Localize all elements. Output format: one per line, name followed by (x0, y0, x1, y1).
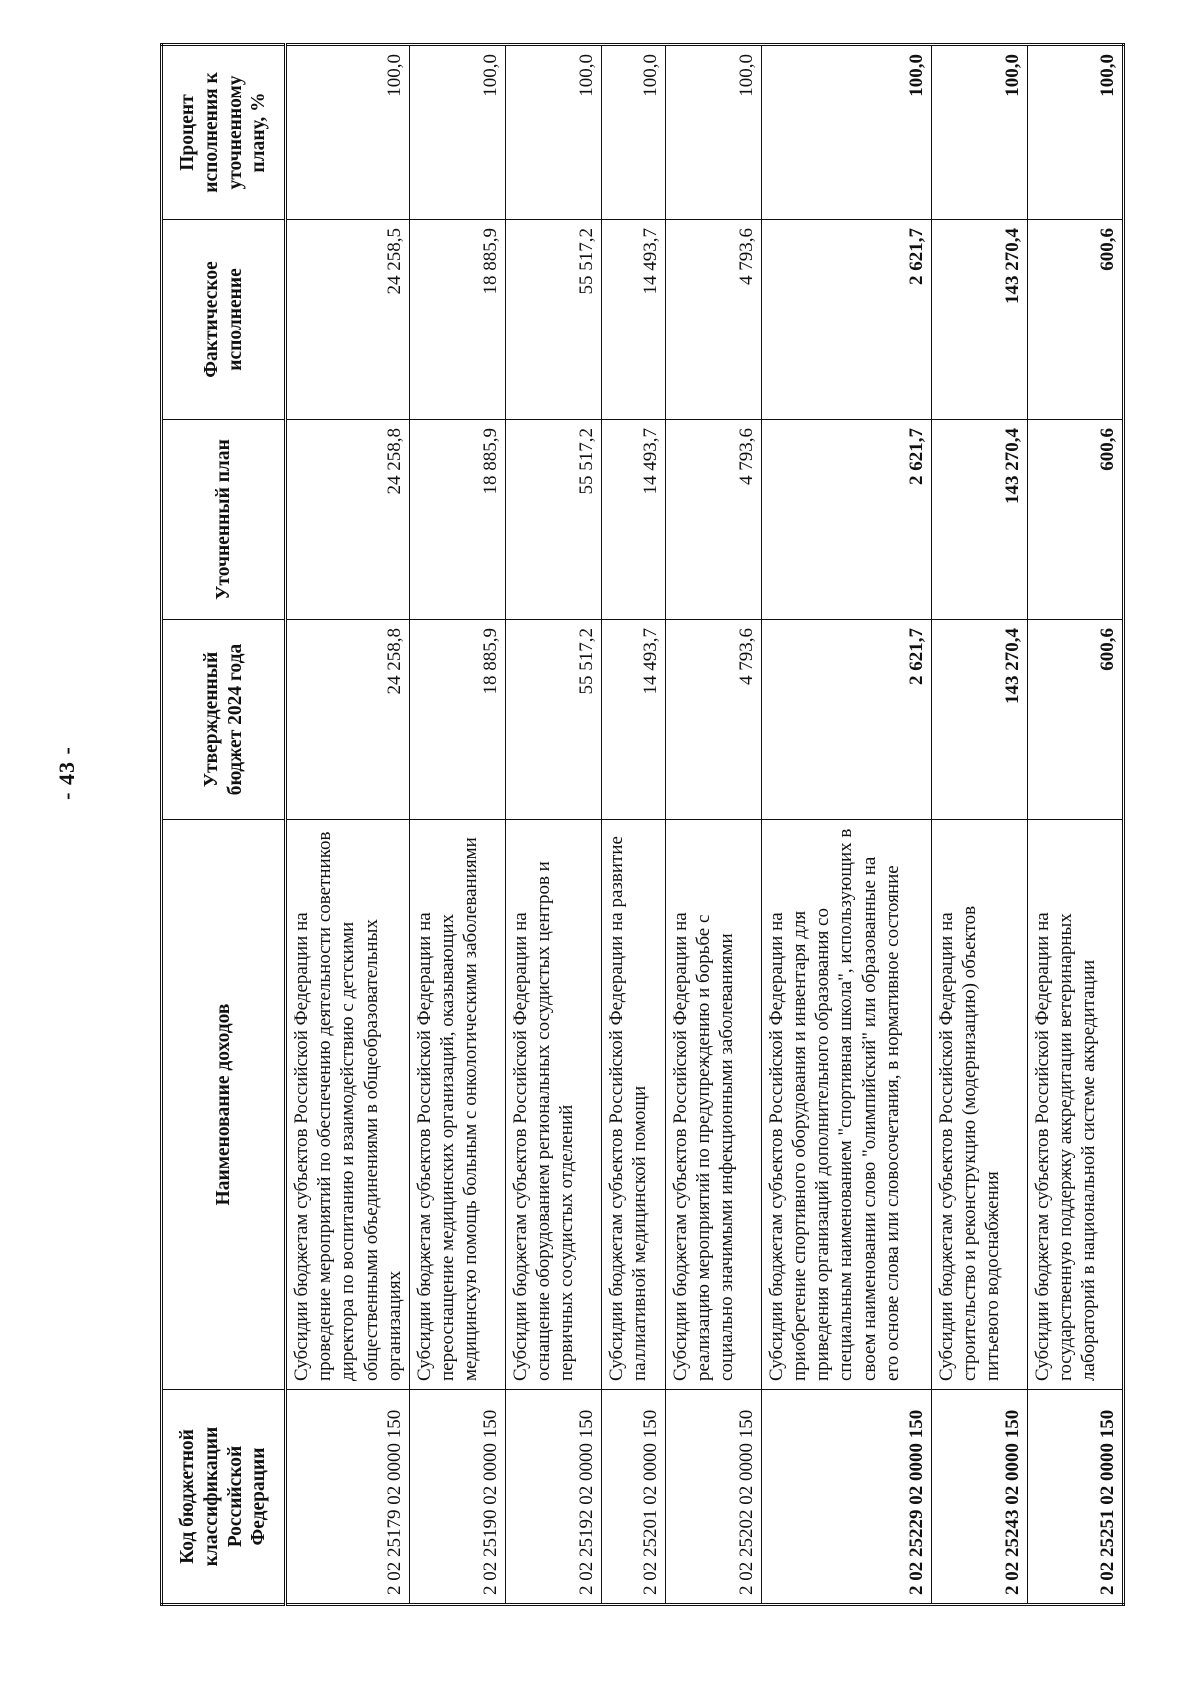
cell-approved: 2 621,7 (761, 620, 931, 820)
header-revised: Уточненный план (162, 420, 286, 620)
cell-code: 2 02 25251 02 0000 150 (1027, 1390, 1123, 1605)
table-row (286, 45, 410, 1605)
cell-name: Субсидии бюджетам субъектов Российской Федерации на переоснащение медицинских организаций, оказывающих медицинскую помощь больным с онкологическими заболеваниями (409, 820, 505, 1390)
cell-actual: 4 793,6 (665, 220, 761, 420)
header-percent: Процент исполнения к уточненному плану, % (162, 45, 286, 220)
table-row (761, 45, 931, 1605)
cell-name: Субсидии бюджетам субъектов Российской Федерации на приобретение спортивного оборудования и инвентаря для приведения организаций дополнительного образования со специальным наименованием "спортивная школа", использующих в своем наименовании слово "олимпийский" или образованные на его основе слова или словосочетания, в нормативное состояние (761, 820, 931, 1390)
cell-revised: 143 270,4 (931, 420, 1027, 620)
cell-name: Субсидии бюджетам субъектов Российской Федерации на оснащение оборудованием региональных сосудистых центров и первичных сосудистых отделений (505, 820, 601, 1390)
cell-actual: 24 258,5 (286, 220, 410, 420)
cell-code: 2 02 25202 02 0000 150 (665, 1390, 761, 1605)
cell-code: 2 02 25243 02 0000 150 (931, 1390, 1027, 1605)
cell-name: Субсидии бюджетам субъектов Российской Федерации на реализацию мероприятий по предупреждению и борьбе с социально значимыми инфекционными заболеваниями (665, 820, 761, 1390)
cell-percent: 100,0 (505, 45, 601, 220)
cell-actual: 600,6 (1027, 220, 1123, 420)
cell-code: 2 02 25190 02 0000 150 (409, 1390, 505, 1605)
table-row (931, 45, 1027, 1605)
cell-approved: 24 258,8 (286, 620, 410, 820)
cell-code: 2 02 25192 02 0000 150 (505, 1390, 601, 1605)
header-code: Код бюджетной классификации Российской Федерации (162, 1390, 286, 1605)
cell-percent: 100,0 (409, 45, 505, 220)
cell-revised: 14 493,7 (601, 420, 665, 620)
header-actual: Фактическое исполнение (162, 220, 286, 420)
cell-code: 2 02 25229 02 0000 150 (761, 1390, 931, 1605)
cell-approved: 18 885,9 (409, 620, 505, 820)
cell-actual: 143 270,4 (931, 220, 1027, 420)
cell-approved: 14 493,7 (601, 620, 665, 820)
cell-approved: 600,6 (1027, 620, 1123, 820)
cell-percent: 100,0 (931, 45, 1027, 220)
cell-revised: 600,6 (1027, 420, 1123, 620)
cell-revised: 2 621,7 (761, 420, 931, 620)
cell-code: 2 02 25179 02 0000 150 (286, 1390, 410, 1605)
cell-percent: 100,0 (761, 45, 931, 220)
table-row (1027, 45, 1123, 1605)
cell-code: 2 02 25201 02 0000 150 (601, 1390, 665, 1605)
cell-actual: 55 517,2 (505, 220, 601, 420)
cell-actual: 14 493,7 (601, 220, 665, 420)
cell-actual: 18 885,9 (409, 220, 505, 420)
cell-revised: 18 885,9 (409, 420, 505, 620)
cell-percent: 100,0 (665, 45, 761, 220)
cell-revised: 4 793,6 (665, 420, 761, 620)
header-name: Наименование доходов (162, 820, 286, 1390)
cell-revised: 55 517,2 (505, 420, 601, 620)
cell-percent: 100,0 (601, 45, 665, 220)
cell-actual: 2 621,7 (761, 220, 931, 420)
table-row (505, 45, 601, 1605)
cell-percent: 100,0 (286, 45, 410, 220)
table-row (409, 45, 505, 1605)
cell-name: Субсидии бюджетам субъектов Российской Федерации на строительство и реконструкцию (модернизацию) объектов питьевого водоснабжения (931, 820, 1027, 1390)
cell-approved: 55 517,2 (505, 620, 601, 820)
table-row (665, 45, 761, 1605)
table-header-row (162, 45, 286, 1605)
cell-approved: 143 270,4 (931, 620, 1027, 820)
cell-name: Субсидии бюджетам субъектов Российской Федерации на проведение мероприятий по обеспечению деятельности советников директора по воспитанию и взаимодействию с детскими общественными объединениями в общеобразовательных организациях (286, 820, 410, 1390)
header-approved: Утвержденный бюджет 2024 года (162, 620, 286, 820)
cell-percent: 100,0 (1027, 45, 1123, 220)
page-number: - 43 - (53, 746, 79, 800)
budget-revenue-table-sheet (160, 46, 1118, 1606)
budget-revenue-table (160, 43, 1125, 1606)
cell-name: Субсидии бюджетам субъектов Российской Федерации на развитие паллиативной медицинской помощи (601, 820, 665, 1390)
cell-approved: 4 793,6 (665, 620, 761, 820)
cell-name: Субсидии бюджетам субъектов Российской Федерации на государственную поддержку аккредитации ветеринарных лабораторий в национальной системе аккредитации (1027, 820, 1123, 1390)
cell-revised: 24 258,8 (286, 420, 410, 620)
table-row (601, 45, 665, 1605)
table-body (286, 45, 1124, 1605)
